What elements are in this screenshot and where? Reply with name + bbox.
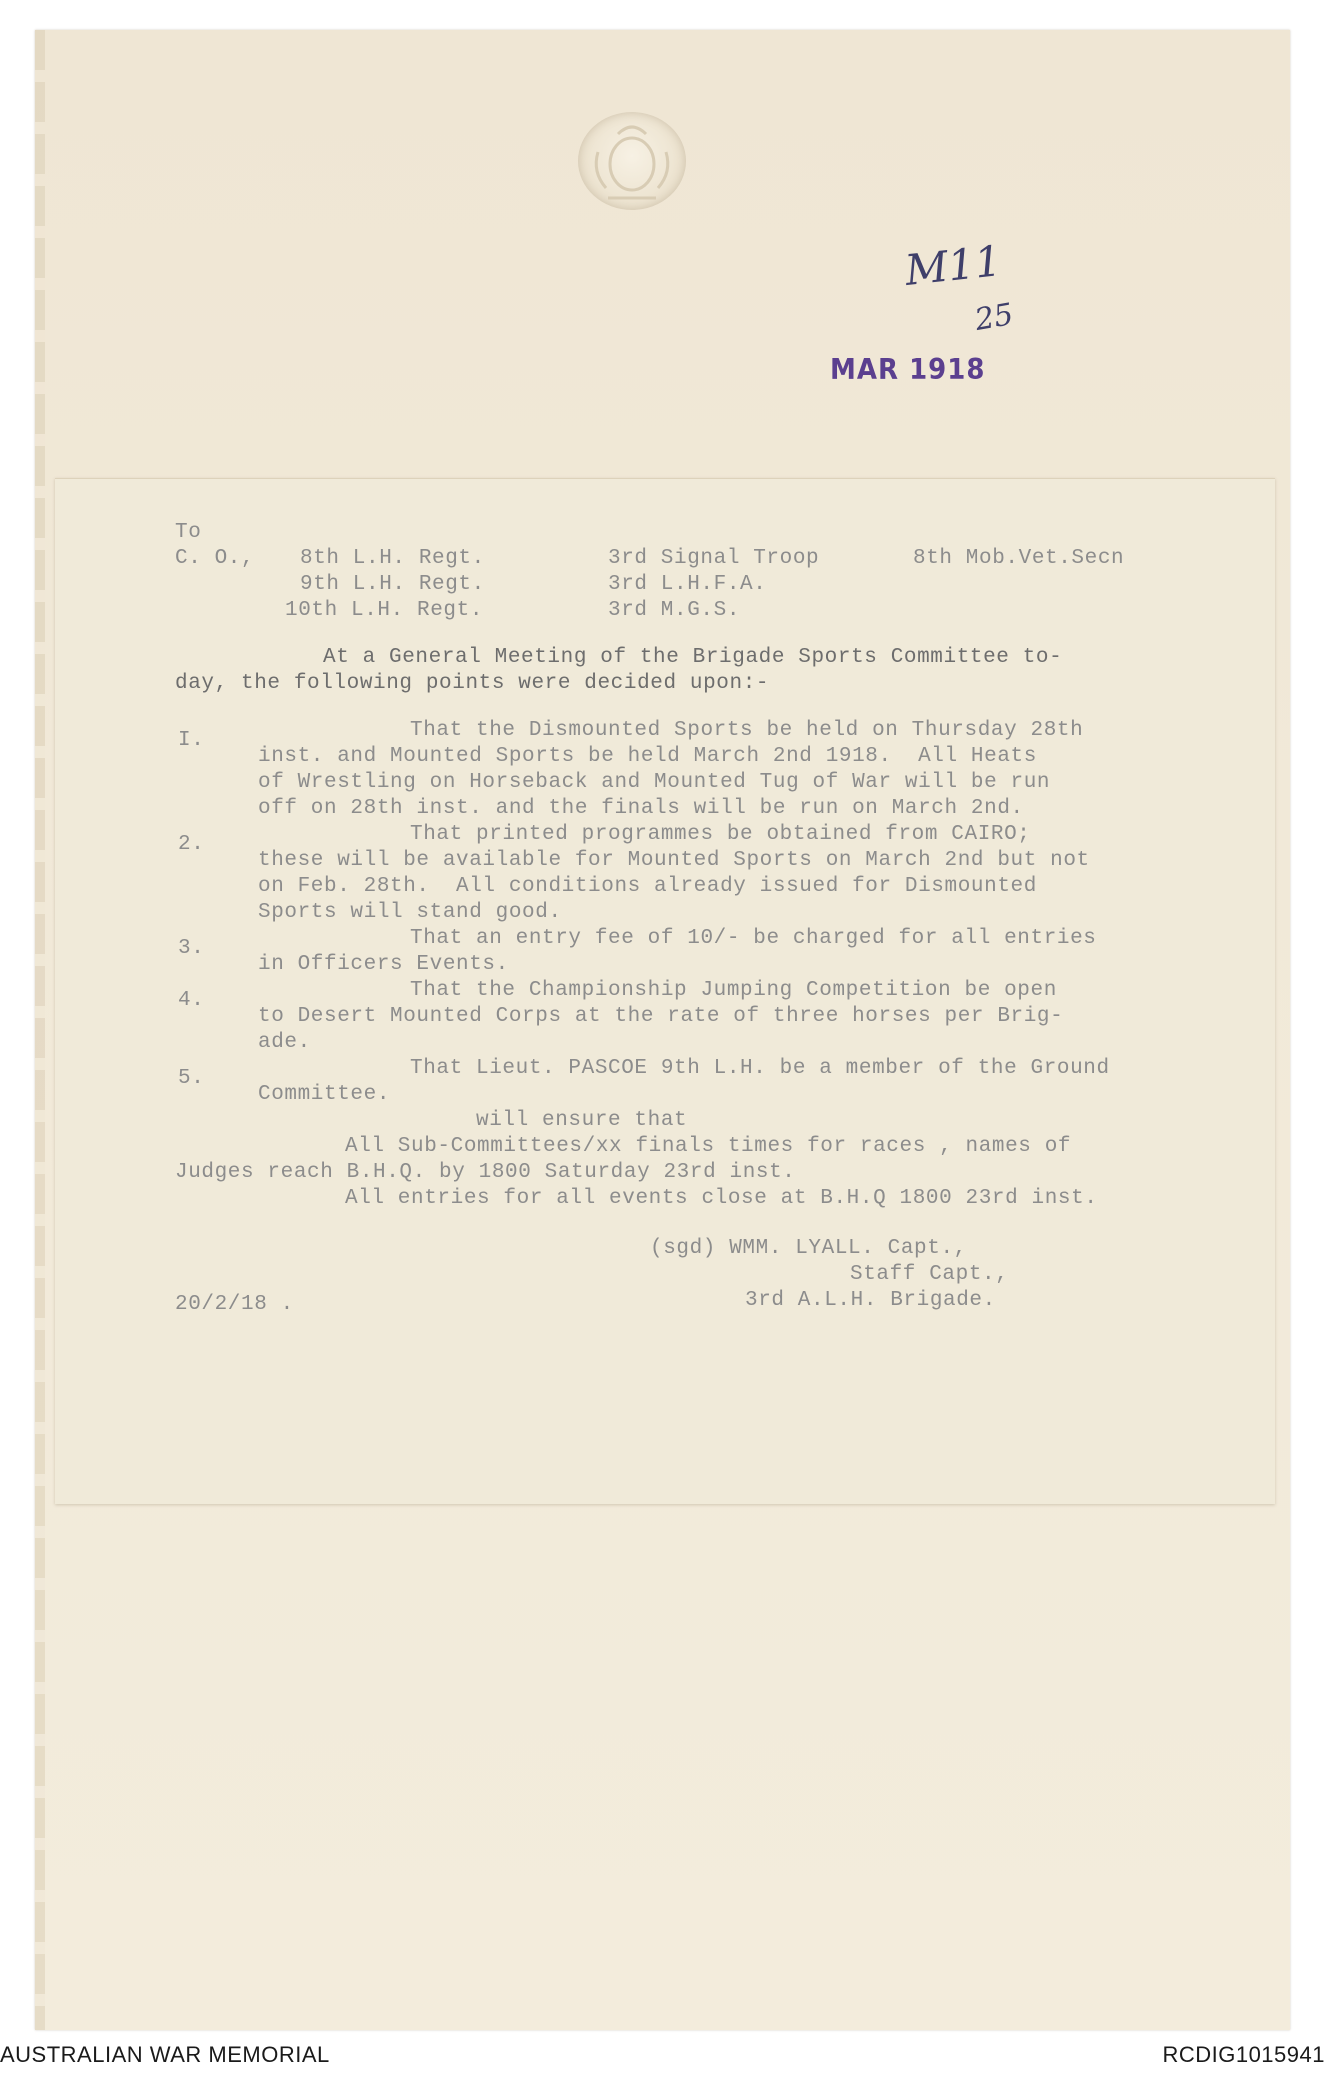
handwritten-reference-number: 25 bbox=[972, 296, 1016, 339]
closing-line-3: All entries for all events close at B.H.Q 1800 23rd inst. bbox=[345, 1187, 1098, 1210]
handwritten-reference: M11 bbox=[902, 236, 1004, 295]
point-number-3: 3. bbox=[178, 937, 205, 960]
addressee-prefix: C. O., bbox=[175, 547, 255, 570]
point-number-2: 2. bbox=[178, 833, 205, 856]
point-2-line-4: Sports will stand good. bbox=[258, 901, 562, 924]
signature-line-3: 3rd A.L.H. Brigade. bbox=[745, 1289, 996, 1312]
point-1-line-1: That the Dismounted Sports be held on Thursday 28th bbox=[410, 719, 1084, 742]
signature-line-2: Staff Capt., bbox=[850, 1263, 1009, 1286]
addressee-mob-vet: 8th Mob.Vet.Secn bbox=[913, 547, 1125, 570]
point-4-line-3: ade. bbox=[258, 1031, 311, 1054]
point-2-line-1: That printed programmes be obtained from CAIRO; bbox=[410, 823, 1031, 846]
closing-line-1: All Sub-Committees/xx finals times for races , names of bbox=[345, 1135, 1072, 1158]
closing-line-2: Judges reach B.H.Q. by 1800 Saturday 23rd inst. bbox=[175, 1161, 796, 1184]
memo-date: 20/2/18 . bbox=[175, 1293, 294, 1316]
point-5-line-1: That Lieut. PASCOE 9th L.H. be a member of the Ground bbox=[410, 1057, 1110, 1080]
addressee-mgs: 3rd M.G.S. bbox=[608, 599, 741, 622]
point-1-line-4: off on 28th inst. and the finals will be run on March 2nd. bbox=[258, 797, 1024, 820]
point-number-5: 5. bbox=[178, 1067, 205, 1090]
addressee-8th-lh: 8th L.H. Regt. bbox=[300, 547, 485, 570]
point-4-line-1: That the Championship Jumping Competition be open bbox=[410, 979, 1057, 1002]
to-label: To bbox=[175, 521, 202, 544]
point-1-line-2: inst. and Mounted Sports be held March 2nd 1918. All Heats bbox=[258, 745, 1037, 768]
point-number-4: 4. bbox=[178, 989, 205, 1012]
point-3-line-1: That an entry fee of 10/- be charged for all entries bbox=[410, 927, 1097, 950]
addressee-9th-lh: 9th L.H. Regt. bbox=[300, 573, 485, 596]
addressee-10th-lh: 10th L.H. Regt. bbox=[285, 599, 484, 622]
signature-line-1: (sgd) WMM. LYALL. Capt., bbox=[650, 1237, 967, 1260]
received-date-stamp: MAR 1918 bbox=[830, 353, 986, 387]
addressee-signal-troop: 3rd Signal Troop bbox=[608, 547, 820, 570]
point-1-line-3: of Wrestling on Horseback and Mounted Tug of War will be run bbox=[258, 771, 1051, 794]
closing-insert: will ensure that bbox=[476, 1109, 688, 1132]
footer-institution: AUSTRALIAN WAR MEMORIAL bbox=[0, 2042, 330, 2067]
footer-record-id: RCDIG1015941 bbox=[1162, 2042, 1325, 2067]
addressee-lhfa: 3rd L.H.F.A. bbox=[608, 573, 767, 596]
point-number-1: I. bbox=[178, 729, 205, 752]
intro-line-1: At a General Meeting of the Brigade Sports Committee to- bbox=[323, 646, 1063, 669]
point-4-line-2: to Desert Mounted Corps at the rate of three horses per Brig- bbox=[258, 1005, 1064, 1028]
point-5-line-2: Committee. bbox=[258, 1083, 391, 1106]
intro-line-2: day, the following points were decided upon:- bbox=[175, 672, 770, 695]
point-2-line-2: these will be available for Mounted Sports on March 2nd but not bbox=[258, 849, 1090, 872]
point-2-line-3: on Feb. 28th. All conditions already issued for Dismounted bbox=[258, 875, 1037, 898]
royal-crest-emboss-icon bbox=[578, 112, 686, 210]
point-3-line-2: in Officers Events. bbox=[258, 953, 509, 976]
